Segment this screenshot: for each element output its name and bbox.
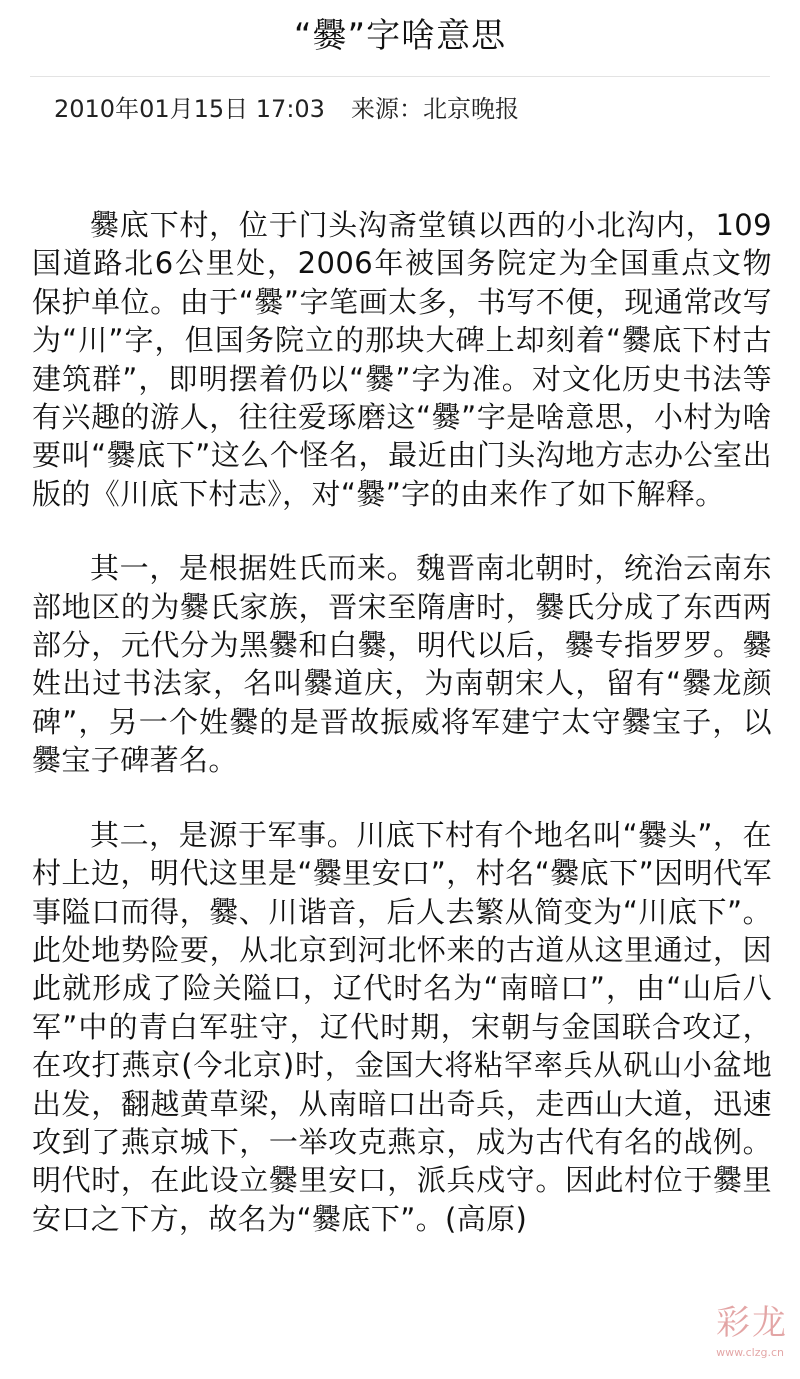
watermark-url: www.clzg.cn bbox=[716, 1346, 784, 1359]
article-body bbox=[32, 206, 772, 1238]
watermark-logo-icon: 彩龙 bbox=[716, 1303, 788, 1343]
site-watermark bbox=[628, 1303, 788, 1359]
article-source: 来源：北京晚报 bbox=[350, 95, 519, 123]
title-divider bbox=[30, 76, 770, 77]
publish-date: 2010年01月15日 17:03 bbox=[54, 95, 325, 123]
article-title: “爨”字啥意思 bbox=[293, 16, 507, 56]
article-meta bbox=[54, 92, 519, 126]
article-paragraph: 其二，是源于军事。川底下村有个地名叫“爨头”，在村上边，明代这里是“爨里安口”，村名“爨底下”因明代军事隘口而得，爨、川谐音，后人去繁从简变为“川底下”。此处地势险要，从北京到河北怀来的古道从这里通过，因此就形成了险关隘口，辽代时名为“南暗口”，由“山后八军”中的青白军驻守，辽代时期，宋朝与金国联合攻辽，在攻打燕京(今北京)时，金国大将粘罕率兵从矾山小盆地出发，翻越黄草梁，从南暗口出奇兵，走西山大道，迅速攻到了燕京城下，一举攻克燕京，成为古代有名的战例。明代时，在此设立爨里安口，派兵戍守。因此村位于爨里安口之下方，故名为“爨底下”。(高原) bbox=[32, 817, 772, 1236]
article-paragraph: 爨底下村，位于门头沟斋堂镇以西的小北沟内，109国道路北6公里处，2006年被国务院定为全国重点文物保护单位。由于“爨”字笔画太多，书写不便，现通常改写为“川”字，但国务院立的那块大碑上却刻着“爨底下村古建筑群”，即明摆着仍以“爨”字为准。对文化历史书法等有兴趣的游人，往往爱琢磨这“爨”字是啥意思，小村为啥要叫“爨底下”这么个怪名，最近由门头沟地方志办公室出版的《川底下村志》，对“爨”字的由来作了如下解释。 bbox=[32, 208, 772, 511]
article-paragraph: 其一，是根据姓氏而来。魏晋南北朝时，统治云南东部地区的为爨氏家族，晋宋至隋唐时，爨氏分成了东西两部分，元代分为黑爨和白爨，明代以后，爨专指罗罗。爨姓出过书法家，名叫爨道庆，为南朝宋人，留有“爨龙颜碑”，另一个姓爨的是晋故振威将军建宁太守爨宝子，以爨宝子碑著名。 bbox=[32, 551, 772, 778]
